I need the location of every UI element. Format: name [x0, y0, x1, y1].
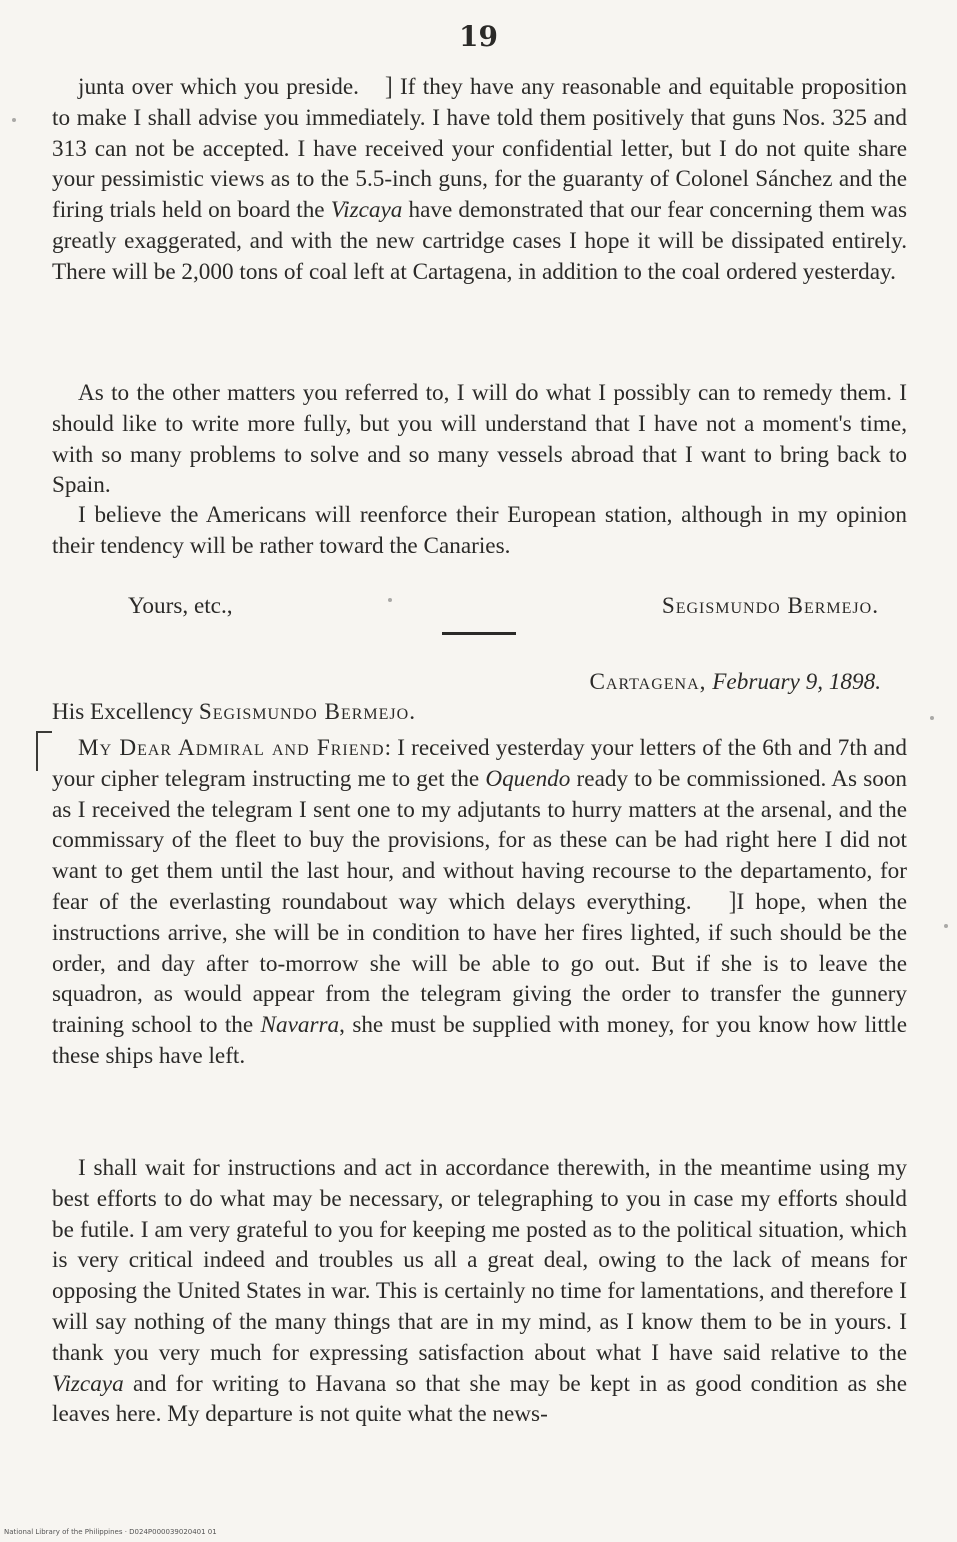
addressee-name: Segismundo Bermejo. — [198, 699, 416, 725]
paragraph-text: : I received yesterday your letters of the 6th and 7th and your cipher telegram instructing me to get the — [52, 735, 907, 792]
letter-1-paragraph-3 — [52, 500, 907, 562]
addressee — [52, 697, 416, 728]
paragraph-text: If they have any reasonable and equitable proposition to make I shall advise you immediately. I have told them positively that guns Nos. 325 and 313 can not be accepted. I have received your confidential letter, but I do not quite share your pessimistic views as to the 5.5-inch guns, for the guaranty of Colonel Sánchez and the firing trials held on board the — [52, 74, 907, 224]
paragraph-text: have demonstrated that our fear concerning them was greatly exaggerated, and with the new cartridge cases I hope it will be dissipated entirely. There will be 2,000 tons of coal left at Cartagena, in addition to the coal ordered yesterday. — [52, 197, 907, 285]
ship-name: Vizcaya — [330, 197, 403, 224]
ship-name: Navarra — [260, 1012, 340, 1039]
scan-speck — [388, 598, 392, 602]
paragraph-text: I shall wait for instructions and act in accordance therewith, in the meantime using my best efforts to do what may be necessary, or telegraphing to you in case my efforts should be futile. I am very grateful to you for keeping me posted as to the political situation, which is very critical indeed and troubles us all a great deal, owing to the lack of means for opposing the United States in war. This is certainly no time for lamentations, and therefore I will say nothing of the many things that are in my mind, as I know them to be in yours. I thank you very much for expressing satisfaction about what I have said relative to the — [52, 1155, 907, 1366]
salutation: My Dear Admiral and Friend — [78, 735, 385, 761]
footer-note: National Library of the Philippines · D024P000039020401 01 — [4, 1528, 217, 1536]
letter-1-paragraph-2 — [52, 378, 907, 501]
letter-signature: Segismundo Bermejo. — [661, 593, 879, 619]
paragraph-text: and for writing to Havana so that she may be kept in as good condition as she leaves here. My departure is not quite what the news- — [52, 1370, 907, 1428]
section-divider — [442, 632, 516, 635]
paragraph-text: , she must be supplied with money, for you know how little these ships have left. — [52, 1012, 907, 1069]
scan-speck — [944, 924, 948, 928]
dateline — [589, 667, 881, 698]
page-number: 19 — [459, 20, 498, 53]
letter-2-paragraph-2 — [52, 1153, 907, 1430]
scan-speck — [12, 118, 16, 122]
paragraph-text: I hope, when the instructions arrive, she will be in condition to have her fires lighted, if such should be the order, and day after to-morrow she will be able to go out. But if she is to leave the squadron, as would appear from the telegram giving the order to transfer the gunnery training school to the — [52, 888, 907, 1039]
scan-speck — [930, 716, 934, 720]
dateline-date: February 9, 1898. — [712, 669, 881, 695]
ship-name: Vizcaya — [52, 1370, 124, 1397]
letter-1-paragraph-1 — [52, 72, 907, 288]
margin-bracket-mark: ] — [728, 886, 737, 917]
margin-bracket-mark: ] — [384, 71, 393, 102]
dateline-place: Cartagena, — [589, 669, 707, 695]
paragraph-text: ready to be commissioned. As soon as I received the telegram I sent one to my adjutants to hurry matters at the arsenal, and the commissary of the fleet to buy the provisions, for as these can be had right here I did not want to get them until the last hour, and without having recourse to the departamento, for fear of the everlasting roundabout way which delays everything. — [52, 765, 908, 915]
letter-closing: Yours, etc., — [128, 593, 233, 619]
paragraph-text: I believe the Americans will reenforce their European station, although in my opinion their tendency will be rather toward the Canaries. — [52, 502, 907, 559]
ship-name: Oquendo — [485, 765, 571, 792]
margin-bracket-mark — [36, 731, 52, 771]
addressee-prefix: His Excellency — [52, 699, 199, 725]
letter-2-paragraph-1 — [52, 733, 907, 1072]
paragraph-text: As to the other matters you referred to, I will do what I possibly can to remedy them. I should like to write more fully, but you will understand that I have not a moment's time, with so many problems to solve and so many vessels abroad that I want to bring back to Spain. — [52, 380, 907, 499]
paragraph-text: junta over which you preside. — [78, 74, 359, 100]
